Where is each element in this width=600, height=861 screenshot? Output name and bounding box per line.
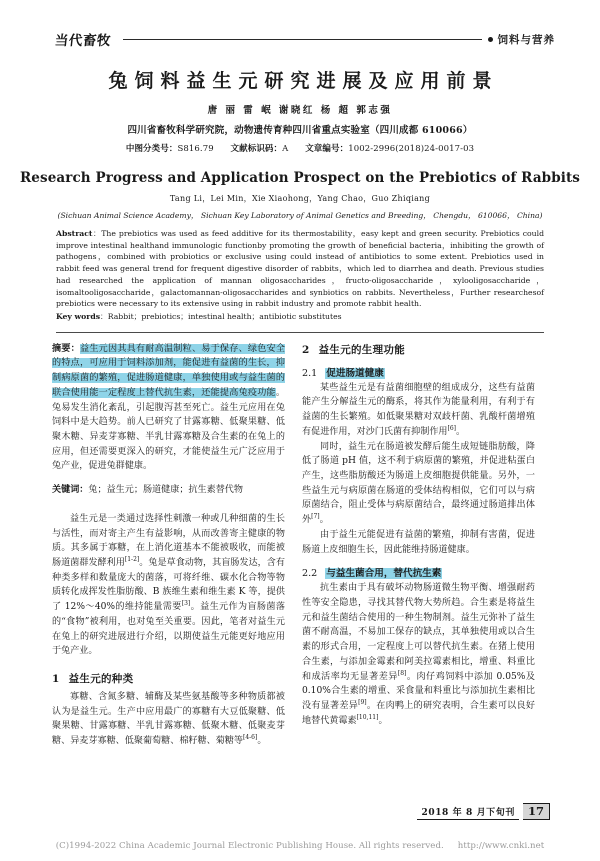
paragraph-s22-d: 。 [378, 715, 388, 726]
paragraph-s21-3: 由于益生元能促进有益菌的繁殖，抑制有害菌，促进肠道上皮细胞生长，因此能维持肠道健康。 [302, 529, 535, 555]
citation-ref: [4-6] [242, 734, 258, 742]
heading-section-1 [52, 671, 285, 686]
heading-text: 益生元的生理功能 [318, 343, 406, 356]
bullet-icon [488, 37, 493, 42]
heading-section-2-2 [302, 565, 535, 579]
body-columns [52, 342, 550, 749]
copyright-notice [0, 841, 600, 851]
abstract-en-text: ：The prebiotics was used as feed additive for its thermostability，easy kept and green security. Prebiotics could improve intestinal healthand immunologic functionby promoting the growth of beneficial bacteria，inhibiting the growth of pathogens，combined with probiotics or exclusive using could instead of antibiotics to some extent. Prebiotics used in rabbit feed was general trend for frequent digestive disorder of rabbits，which led to diarrhea and death. Previous studies had researched the application of mannan oligosaccharides，fructo-oligosaccharide，xylooligosaccharide，isomaltooligosaccharide，galactomannan-oligosaccharides and synbiotics on rabbits. Nevertheless，Further researchesof prebiotics were necessary to its extensive using in rabbit industry and promote rabbit health. [56, 229, 544, 309]
citation-ref: [1-2] [124, 555, 140, 563]
paragraph-intro-a: 益生元是一类通过选择性刺激一种或几种细菌的生长与活性，而对寄主产生有益影响，从而改善寄主健康的物质。其多属于寡糖，在上消化道基本不能被吸收，而能被肠道菌群发酵利用 [52, 513, 285, 568]
heading-text: 益生元的种类 [68, 673, 134, 685]
paragraph-s1-b: 。 [257, 736, 267, 747]
doccode-label: 文献标识码： [230, 144, 283, 154]
masthead-divider [123, 39, 482, 40]
clc-value: S816.79 [177, 144, 214, 154]
paragraph-s22-a: 抗生素由于具有破坏动物肠道微生物平衡、增强耐药性等安全隐患，寻找其替代物大势所趋。合生素是将益生元和益生菌结合使用的一种生物制剂。益生元弥补了益生菌不耐高温，不易加工保存的缺点，其单独使用或以合生素的形式合用，一定程度上可以替代抗生素。在猪上使用合生素，与添加金霉素和阿美拉霉素相比，增重、料重比和成活率均无显著差异 [302, 583, 535, 682]
paragraph-intro-c: 。益生元作为盲肠菌落的“食物”被利用，也对兔至关重要。因此，笔者对益生元在兔上的研究进展进行介绍，以期使益生元能更好地应用于兔产业。 [52, 602, 285, 657]
citation-ref: [8] [397, 669, 407, 677]
abstract-cn-highlight: 益生元因其具有耐高温制粒、易于保存、绿色安全的特点，可应用于饲料添加剂，能促进有益菌的生长，抑制病原菌的繁殖，促进肠道健康，单独使用或与益生菌的联合使用能一定程度上替代抗生素，还能提高兔疫功能 [52, 343, 285, 398]
copyright-text: (C)1994-2022 China Academic Journal Electronic Publishing House. All rights reserved. [55, 841, 444, 851]
paragraph-s21-1 [302, 381, 535, 440]
abstract-cn-label: 摘要： [52, 342, 80, 354]
paragraph-s22-b: 。肉仔鸡饲料中添加 0.05%及 0.10%合生素的增重、采食量和料重比与添加抗生素相比没有显著差异 [302, 671, 535, 711]
right-column [302, 342, 535, 749]
masthead [55, 26, 555, 52]
heading-number: 2.2 [302, 568, 318, 580]
abstract-cn [52, 342, 285, 474]
masthead-category: 饲料与营养 [497, 33, 555, 46]
heading-number: 1 [52, 673, 60, 685]
heading-section-2 [302, 342, 535, 357]
issue-date: 2018 年 8 月下旬刊 [417, 805, 519, 820]
page-title-en: Research Progress and Application Prospect on the Prebiotics of Rabbits [19, 170, 581, 186]
abstract-en [56, 228, 544, 310]
left-column [52, 342, 285, 749]
authors-cn: 唐 丽 雷 岷 谢晓红 杨 超 郭志强 [207, 105, 393, 116]
citation-ref: [9] [358, 698, 367, 706]
articleid-value: 1002-2996(2018)24-0017-03 [348, 144, 475, 154]
doccode-value: A [282, 144, 289, 154]
abstract-cn-rest: 。兔易发生消化紊乱，引起腹泻甚至死亡。益生元应用在兔饲料中是大趋势。前人已研究了甘露寡糖、低聚果糖、低聚木糖、异麦芽寡糖、半乳甘露寡糖及合生素的在兔上的应用，但还需要更深入的研究，才能使益生元广泛应用于兔产业，促进兔群健康。 [52, 387, 285, 472]
affiliation-en: (Sichuan Animal Science Academy， Sichuan Key Laboratory of Animal Genetics and Breeding， Chengdu， 610066， China) [57, 211, 543, 220]
paragraph-s21-d: 。 [319, 515, 329, 526]
keywords-en [56, 311, 544, 323]
page-footer [417, 803, 550, 820]
paragraph-s1-a: 寡糖、含氮多糖、辅酶及某些氨基酸等多种物质都被认为是益生元。生产中应用最广的寡糖有大豆低聚糖、低聚果糖、甘露寡糖、半乳甘露寡糖、低聚木糖、低聚麦芽糖、异麦芽寡糖、低聚葡萄糖、棉籽糖、菊糖等 [52, 692, 285, 747]
heading-number: 2.1 [302, 367, 318, 379]
paragraph-s21-c: 同时，益生元在肠道被发酵后能生成短链脂肪酸，降低了肠道 pH 值，这不利于病原菌的繁殖，并促进粘蛋白产生，这些脂肪酸还为肠道上皮细胞提供能量。另外，一些益生元与病原菌在肠道的受体结构相似，它们可以与病原菌结合，阻止受体与病原菌结合，最终通过肠道排出体外 [302, 441, 535, 526]
paragraph-s22-c: 。在肉鸭上的研究表明，合生素可以良好地替代黄霉素 [302, 701, 535, 726]
document-page [0, 26, 600, 861]
page-number: 17 [523, 803, 550, 820]
citation-ref: [7] [311, 513, 320, 521]
abstract-en-label: Abstract [56, 229, 93, 238]
cnki-url[interactable]: http://www.cnki.net [457, 841, 545, 851]
authors-en: Tang Li，Lei Min，Xie Xiaohong，Yang Chao，Guo Zhiqiang [169, 194, 431, 203]
paragraph-intro [52, 512, 285, 659]
keywords-cn-text: 兔；益生元；肠道健康；抗生素替代物 [88, 485, 243, 496]
keywords-en-text: ：Rabbit；prebiotics；intestinal health；antibiotic substitutes [100, 311, 342, 321]
citation-ref: [6] [447, 424, 457, 432]
paragraph-s21-2 [302, 440, 535, 528]
paragraph-s1-1 [52, 690, 285, 749]
keywords-cn [52, 483, 285, 498]
citation-ref: [3] [181, 600, 191, 608]
clc-label: 中图分类号： [125, 144, 178, 154]
keywords-cn-label: 关键词： [52, 484, 89, 496]
paragraph-s22-1 [302, 581, 535, 728]
heading-number: 2 [302, 343, 310, 356]
keywords-en-label: Key words [56, 311, 101, 321]
heading-text: 促进肠道健康 [326, 367, 384, 379]
section-divider [56, 332, 544, 333]
citation-ref: [10,11] [356, 713, 379, 721]
articleid-label: 文章编号： [305, 144, 349, 154]
journal-logo: 当代畜牧 [53, 33, 112, 49]
affiliation-cn: 四川省畜牧科学研究院，动物遗传育种四川省重点实验室（四川成都 610066） [127, 125, 473, 136]
paragraph-s21-b: 。 [456, 426, 466, 437]
paragraph-intro-b: 。兔是草食动物，其盲肠发达，含有种类多样和数量庞大的菌落，可将纤维、碳水化合物等物质转化成挥发性脂肪酸、B 族维生素和维生素 K 等，提供了 12%～40%的维持能量需要 [52, 557, 285, 613]
paragraph-s21-a: 某些益生元是有益菌细胞壁的组成成分，这些有益菌能产生分解益生元的酶系，将其作为能量利用，有利于有益菌的生长繁殖。如低聚果糖对双歧杆菌、乳酸杆菌增殖有促进作用，对沙门氏菌有抑制作用 [302, 382, 535, 437]
heading-section-2-1 [302, 365, 535, 379]
article-metadata [0, 142, 600, 154]
abstract-en-block [56, 228, 544, 323]
heading-text: 与益生菌合用，替代抗生素 [326, 568, 442, 580]
page-title: 兔饲料益生元研究进展及应用前景 [108, 70, 499, 92]
